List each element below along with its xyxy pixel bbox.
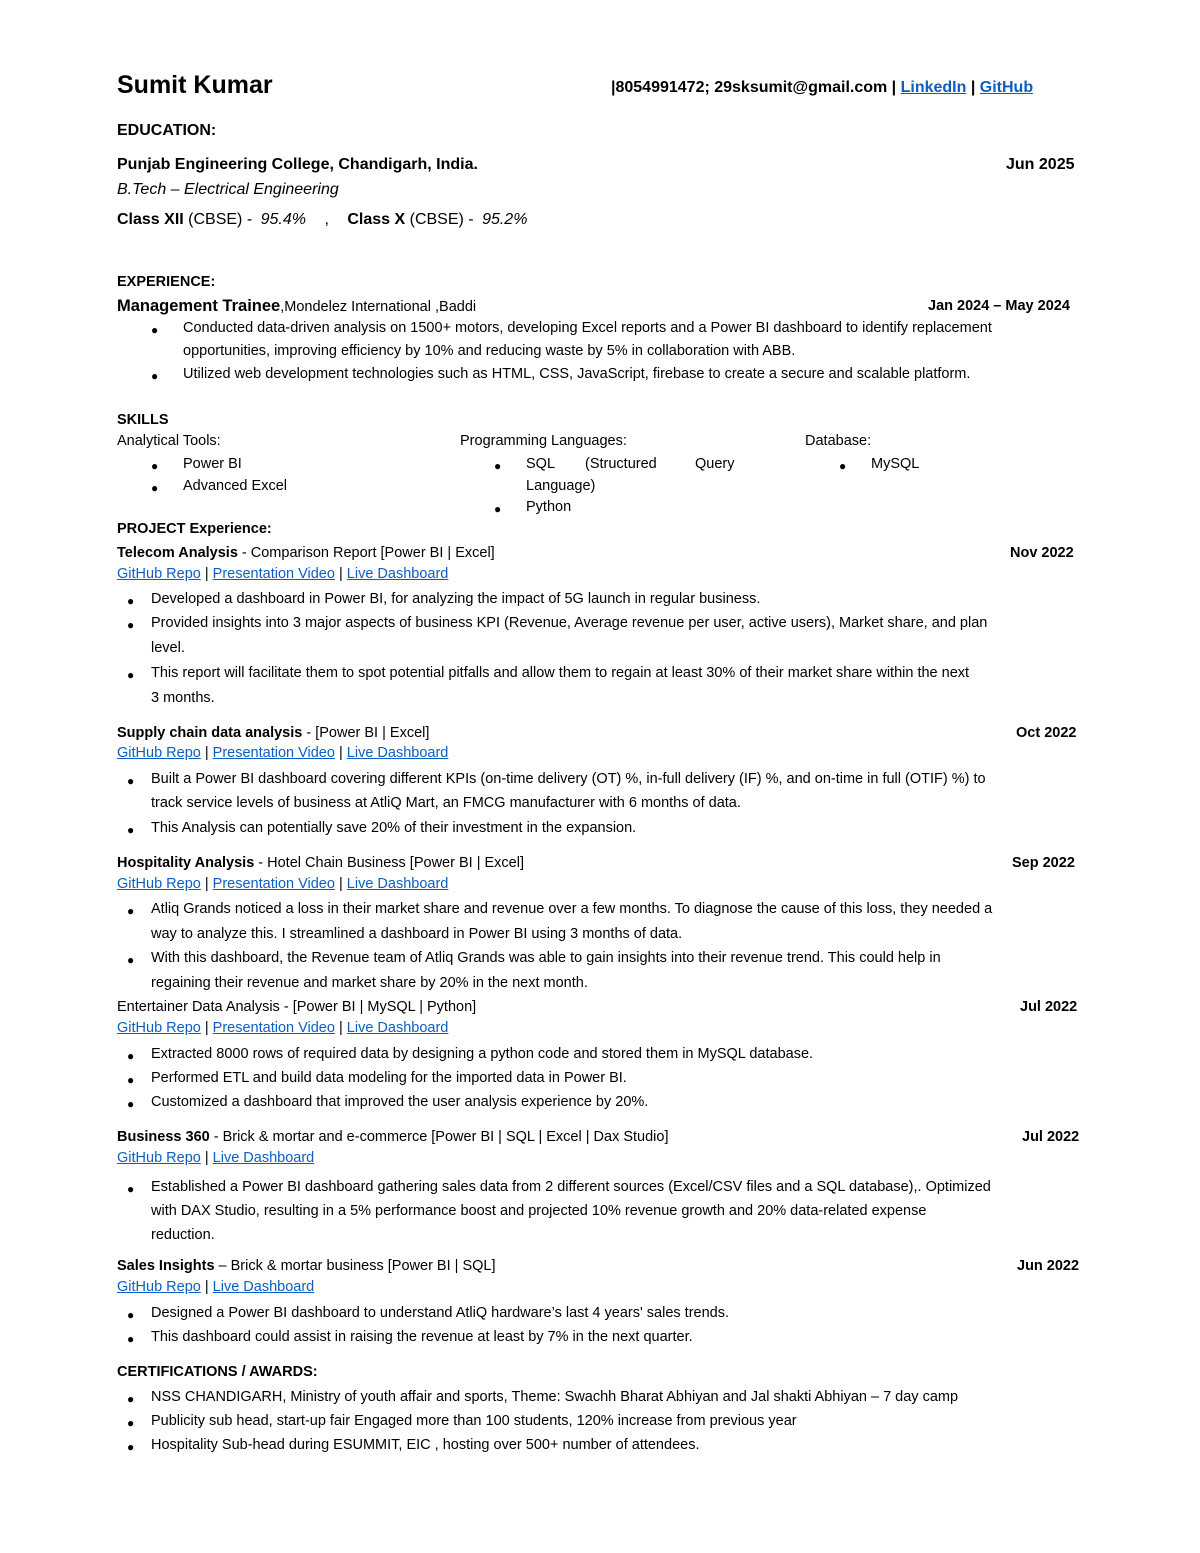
certification-item: Publicity sub head, start-up fair Engaged more than 100 students, 120% increase from previous year xyxy=(151,1413,797,1429)
project-title-line xyxy=(117,1258,496,1274)
bullet-icon: ● xyxy=(839,459,847,473)
linkedin-link[interactable]: LinkedIn xyxy=(900,79,967,96)
skill-item-part: Query xyxy=(695,456,735,472)
contact-text: |8054991472; 29sksumit@gmail.com | xyxy=(611,79,897,96)
education-heading: EDUCATION: xyxy=(117,122,217,139)
bullet-icon: ● xyxy=(127,1332,135,1346)
github-link[interactable]: GitHub xyxy=(979,79,1034,96)
project-bullet: Built a Power BI dashboard covering different KPIs (on-time delivery (OT) %, in-full delivery (IF) %, and on-time in full (OTIF) %) to xyxy=(151,771,986,787)
presentation-video-link[interactable]: Presentation Video xyxy=(212,876,335,892)
project-bullet: Performed ETL and build data modeling for the imported data in Power BI. xyxy=(151,1070,627,1086)
project-links xyxy=(117,745,448,761)
project-date: Jun 2022 xyxy=(1017,1258,1080,1274)
project-subtitle: - Hotel Chain Business [Power BI | Excel] xyxy=(254,855,524,871)
project-bullet: Extracted 8000 rows of required data by designing a python code and stored them in MySQL database. xyxy=(151,1046,814,1062)
bullet-icon: ● xyxy=(127,1182,135,1196)
certification-item: NSS CHANDIGARH, Ministry of youth affair and sports, Theme: Swachh Bharat Abhiyan and Jal shakti Abhiyan – 7 day camp xyxy=(151,1389,959,1405)
class10-board: (CBSE) - xyxy=(409,211,474,228)
project-links xyxy=(117,1020,448,1036)
project-title: Hospitality Analysis xyxy=(117,855,255,871)
project-title-line xyxy=(117,725,429,741)
project-bullet-cont: level. xyxy=(151,640,185,656)
github-repo-link[interactable]: GitHub Repo xyxy=(117,1279,201,1295)
skill-item: Power BI xyxy=(183,456,242,472)
presentation-video-link[interactable]: Presentation Video xyxy=(212,745,335,761)
bullet-icon: ● xyxy=(127,1416,135,1430)
skill-item: MySQL xyxy=(871,456,920,472)
presentation-video-link[interactable]: Presentation Video xyxy=(212,566,335,582)
github-repo-link[interactable]: GitHub Repo xyxy=(117,566,201,582)
skills-database-title: Database: xyxy=(805,433,872,449)
skill-item: Advanced Excel xyxy=(183,478,287,494)
project-subtitle: - [Power BI | MySQL | Python] xyxy=(279,999,477,1015)
project-bullet: Established a Power BI dashboard gathering sales data from 2 different sources (Excel/CSV files and a SQL database),. Optimized xyxy=(151,1179,991,1195)
project-date: Jul 2022 xyxy=(1022,1129,1080,1145)
bullet-icon: ● xyxy=(127,668,135,682)
project-links xyxy=(117,566,448,582)
bullet-icon: ● xyxy=(127,953,135,967)
bullet-icon: ● xyxy=(127,1392,135,1406)
project-links xyxy=(117,1279,314,1295)
experience-date: Jan 2024 – May 2024 xyxy=(928,298,1070,314)
skills-analytical-title: Analytical Tools: xyxy=(117,433,221,449)
project-bullet: Developed a dashboard in Power BI, for analyzing the impact of 5G launch in regular business. xyxy=(151,591,761,607)
project-bullet: Provided insights into 3 major aspects of business KPI (Revenue, Average revenue per user, active users), Market share, and plan xyxy=(151,615,988,631)
presentation-video-link[interactable]: Presentation Video xyxy=(212,1020,335,1036)
bullet-icon: ● xyxy=(151,481,159,495)
link-separator: | xyxy=(204,1150,209,1166)
link-separator: | xyxy=(338,745,343,761)
bullet-icon: ● xyxy=(127,904,135,918)
project-subtitle: - Comparison Report [Power BI | Excel] xyxy=(237,545,495,561)
project-bullet-cont: with DAX Studio, resulting in a 5% performance boost and projected 10% revenue growth and 20% data-related expense xyxy=(151,1203,927,1219)
college-name: Punjab Engineering College, Chandigarh, India. xyxy=(117,156,478,173)
project-date: Nov 2022 xyxy=(1010,545,1074,561)
experience-role: Management Trainee xyxy=(117,297,281,315)
link-separator: | xyxy=(204,1020,209,1036)
live-dashboard-link[interactable]: Live Dashboard xyxy=(212,1279,315,1295)
project-title-line xyxy=(117,855,524,871)
skill-item-part: Language) xyxy=(526,478,596,494)
contact-info xyxy=(611,79,1033,97)
skill-item: Python xyxy=(526,499,572,515)
project-subtitle: - Brick & mortar and e-commerce [Power BI | SQL | Excel | Dax Studio] xyxy=(209,1129,669,1145)
project-bullet: With this dashboard, the Revenue team of Atliq Grands was able to gain insights into their revenue trend. This could help in xyxy=(151,950,941,966)
bullet-icon: ● xyxy=(151,323,159,337)
bullet-icon: ● xyxy=(151,369,159,383)
score-separator: , xyxy=(324,211,329,228)
bullet-icon: ● xyxy=(127,823,135,837)
experience-company: ,Mondelez International ,Baddi xyxy=(280,299,477,315)
candidate-name: Sumit Kumar xyxy=(117,71,273,99)
skills-heading: SKILLS xyxy=(117,412,169,428)
experience-bullet: Conducted data-driven analysis on 1500+ motors, developing Excel reports and a Power BI dashboard to identify replacement xyxy=(183,320,992,336)
project-bullet: Designed a Power BI dashboard to understand AtliQ hardware’s last 4 years' sales trends. xyxy=(151,1305,729,1321)
project-bullet-cont: regaining their revenue and market share by 20% in the next month. xyxy=(151,975,588,991)
project-title: Supply chain data analysis xyxy=(117,725,303,741)
projects-heading: PROJECT Experience: xyxy=(117,521,272,537)
link-separator: | xyxy=(204,745,209,761)
link-separator: | xyxy=(338,876,343,892)
school-scores xyxy=(117,211,527,229)
project-bullet: This Analysis can potentially save 20% of their investment in the expansion. xyxy=(151,820,637,836)
project-bullet: This dashboard could assist in raising the revenue at least by 7% in the next quarter. xyxy=(151,1329,693,1345)
bullet-icon: ● xyxy=(494,502,502,516)
github-repo-link[interactable]: GitHub Repo xyxy=(117,745,201,761)
bullet-icon: ● xyxy=(127,618,135,632)
class10-score: 95.2% xyxy=(482,211,528,228)
project-title: Sales Insights xyxy=(117,1258,215,1274)
bullet-icon: ● xyxy=(127,1097,135,1111)
live-dashboard-link[interactable]: Live Dashboard xyxy=(346,1020,449,1036)
project-bullet-cont: reduction. xyxy=(151,1227,215,1243)
project-title-line xyxy=(117,999,476,1015)
link-separator: | xyxy=(204,876,209,892)
project-date: Jul 2022 xyxy=(1020,999,1078,1015)
project-links xyxy=(117,1150,314,1166)
project-bullet-cont: 3 months. xyxy=(151,690,215,706)
link-separator: | xyxy=(204,566,209,582)
project-bullet: This report will facilitate them to spot potential pitfalls and allow them to regain at least 30% of their market share within the next xyxy=(151,665,970,681)
experience-heading: EXPERIENCE: xyxy=(117,274,216,290)
github-repo-link[interactable]: GitHub Repo xyxy=(117,876,201,892)
project-bullet: Atliq Grands noticed a loss in their market share and revenue over a few months. To diagnose the cause of this loss, they needed a xyxy=(151,901,993,917)
link-separator: | xyxy=(204,1279,209,1295)
bullet-icon: ● xyxy=(127,774,135,788)
experience-bullet-cont: opportunities, improving efficiency by 10% and reducing waste by 5% in collaboration with ABB. xyxy=(183,343,796,359)
bullet-icon: ● xyxy=(494,459,502,473)
live-dashboard-link[interactable]: Live Dashboard xyxy=(346,876,449,892)
bullet-icon: ● xyxy=(127,594,135,608)
project-bullet-cont: way to analyze this. I streamlined a dashboard in Power BI using 3 months of data. xyxy=(151,926,683,942)
skill-item-part: (Structured xyxy=(585,456,657,472)
experience-role-line xyxy=(117,297,476,316)
class12-score: 95.4% xyxy=(260,211,306,228)
project-title: Entertainer Data Analysis xyxy=(117,999,280,1015)
bullet-icon: ● xyxy=(127,1440,135,1454)
header-separator: | xyxy=(970,79,976,96)
degree: B.Tech – Electrical Engineering xyxy=(117,181,339,198)
project-subtitle: – Brick & mortar business [Power BI | SQL] xyxy=(214,1258,496,1274)
bullet-icon: ● xyxy=(127,1073,135,1087)
live-dashboard-link[interactable]: Live Dashboard xyxy=(346,566,449,582)
live-dashboard-link[interactable]: Live Dashboard xyxy=(346,745,449,761)
project-title-line xyxy=(117,545,495,561)
skills-programming-title: Programming Languages: xyxy=(460,433,627,449)
github-repo-link[interactable]: GitHub Repo xyxy=(117,1020,201,1036)
live-dashboard-link[interactable]: Live Dashboard xyxy=(212,1150,315,1166)
project-bullet: Customized a dashboard that improved the user analysis experience by 20%. xyxy=(151,1094,649,1110)
project-bullet-cont: track service levels of business at AtliQ Mart, an FMCG manufacturer with 6 months of data. xyxy=(151,795,741,811)
project-subtitle: - [Power BI | Excel] xyxy=(302,725,430,741)
project-title-line xyxy=(117,1129,669,1145)
link-separator: | xyxy=(338,1020,343,1036)
link-separator: | xyxy=(338,566,343,582)
project-title: Telecom Analysis xyxy=(117,545,238,561)
github-repo-link[interactable]: GitHub Repo xyxy=(117,1150,201,1166)
education-date: Jun 2025 xyxy=(1006,156,1075,173)
certification-item: Hospitality Sub-head during ESUMMIT, EIC , hosting over 500+ number of attendees. xyxy=(151,1437,700,1453)
bullet-icon: ● xyxy=(151,459,159,473)
bullet-icon: ● xyxy=(127,1308,135,1322)
class10-label: Class X xyxy=(347,211,406,228)
project-links xyxy=(117,876,448,892)
class12-board: (CBSE) - xyxy=(188,211,253,228)
project-title: Business 360 xyxy=(117,1129,210,1145)
experience-bullet: Utilized web development technologies such as HTML, CSS, JavaScript, firebase to create a secure and scalable platform. xyxy=(183,366,971,382)
project-date: Sep 2022 xyxy=(1012,855,1075,871)
certifications-heading: CERTIFICATIONS / AWARDS: xyxy=(117,1364,318,1380)
class12-label: Class XII xyxy=(117,211,184,228)
skill-item: SQL xyxy=(526,456,556,472)
project-date: Oct 2022 xyxy=(1016,725,1077,741)
bullet-icon: ● xyxy=(127,1049,135,1063)
